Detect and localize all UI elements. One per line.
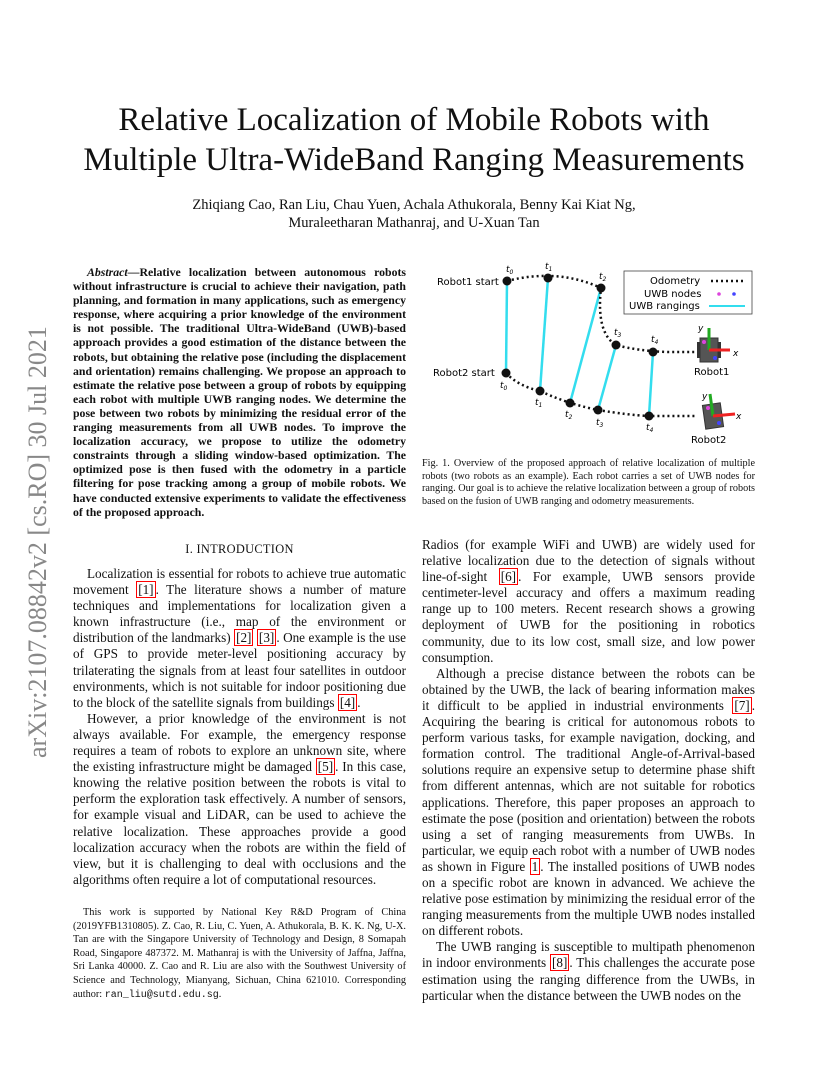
figure-1 <box>428 258 758 453</box>
svg-text:t1: $t_1$ <box>545 262 553 273</box>
right-paragraph-1: Radios (for example WiFi and UWB) are widely used for relative localization due to the detection of signals without line-of-sight [6] . For example, UWB sensors provide centimeter-level accuracy and offers a maximum reading range up to 100 meters. Recent research shows a growing deployment of UWB for the positioning in robotics community, due to its low cost, small size, and low power consumption. <box>422 537 755 665</box>
authors-line-2: Muraleetharan Mathanraj, and U-Xuan Tan <box>288 215 540 231</box>
abstract-label: Abstract <box>87 265 128 279</box>
legend-uwb-rangings: UWB rangings <box>629 301 700 312</box>
figure-caption: Fig. 1. Overview of the proposed approach of relative localization of multiple robots (two robots as an example). Each robot carries a set of UWB nodes for ranging. Our goal is to achieve the relative localization between a group of robots based on the fusion of UWB ranging and odometry measurements. <box>422 458 755 507</box>
axis-x-label: x <box>736 412 742 422</box>
ranging-line <box>570 288 601 403</box>
legend-uwb-nodes: UWB nodes <box>644 289 702 300</box>
section-heading-introduction: I. INTRODUCTION <box>185 542 294 556</box>
paper-title <box>60 100 768 180</box>
ranging-line <box>649 352 653 416</box>
axis-y-label: y <box>698 324 704 334</box>
svg-text:t2: $t_2$ <box>599 272 607 283</box>
robot1-label: Robot1 <box>694 367 730 378</box>
right-paragraph-2: Although a precise distance between the robots can be obtained by the UWB, the lack of bearing information makes it difficult to be applied in industrial environments [7] . Acquiring the bearing is critical for autonomous robots to perform various tasks, for example navigation, docking, and formation control. The traditional Angle-of-Arrival-based solutions require an expensive setup to determine phase shift from different antennas, which are not suitable for robotics applications. Therefore, this paper proposes an approach to estimate the pose (position and orientation) between the robots using a set of ranging measurements from UWBs. In particular, we equip each robot with a number of UWB nodes as shown in Figure 1 . The installed positions of UWB nodes on a specific robot are known in advanced. We achieve the relative pose estimation by minimizing the residual error of the ranging measurements from the multiple UWB nodes installed on different robots. <box>422 665 755 939</box>
citation-link[interactable]: [7] <box>734 697 750 713</box>
citation-link[interactable]: [4] <box>339 694 356 710</box>
svg-text:t3: $t_3$ <box>614 328 622 339</box>
abstract-body: —Relative localization between autonomous robots without infrastructure is crucial to achieve their navigation, path planning, and formation in many applications, such as emergency response, where acquiring a prior knowledge of the environment is not possible. The traditional Ultra-WideBand (UWB)-based approach provides a good estimation of the distance between the robots, but obtaining the relative pose (including the displacement and orientation) remains challenging. We propose an approach to estimate the relative pose between a group of robots by equipping each robot with multiple UWB ranging nodes. We determine the pose between two robots by minimizing the residual error of the ranging measurements from all UWB nodes. To improve the localization accuracy, we propose to utilize the odometry constraints through a sliding window-based optimization. The optimized pose is then fused with the odometry in a particle filtering for pose tracking among a group of mobile robots. We have conducted extensive experiments to validate the effectiveness of the proposed approach. <box>73 265 406 519</box>
author-list <box>100 196 728 232</box>
figure-reference-link[interactable]: 1 <box>531 858 539 874</box>
footnote: This work is supported by National Key R&D Program of China (2019YFB1310805). Z. Cao, R. Liu, C. Yuen, A. Athukorala, B. K. K. Ng, U-X. Tan are with the Singapore University of Technology and Design, 8 Somapah Road, Singapore 487372. M. Mathanraj is with the University of Jaffna, Jaffna, Sri Lanka 40000. Z. Cao and R. Liu are also with the Southwest University of Science and Technology, Mianyang, Sichuan, China 621010. Corresponding author: ran_liu@sutd.edu.sg. <box>73 907 406 1001</box>
citation-link[interactable]: [2] <box>236 630 252 646</box>
svg-text:t0: $t_0$ <box>500 381 508 392</box>
axis-y-label: y <box>702 392 708 402</box>
title-line-2: Multiple Ultra-WideBand Ranging Measurements <box>83 142 745 178</box>
robot2-label: Robot2 <box>691 435 727 446</box>
svg-text:t4: $t_4$ <box>646 423 654 434</box>
abstract <box>73 265 406 519</box>
citation-link[interactable]: [3] <box>258 630 275 646</box>
citation-link[interactable]: [6] <box>500 569 517 585</box>
introduction-left-column <box>73 566 406 888</box>
x-axis-arrow <box>713 414 735 416</box>
svg-text:t2: $t_2$ <box>565 410 573 421</box>
robot1-start-label: Robot1 start <box>437 277 499 288</box>
footnote-text: This work is supported by National Key R&D Program of China (2019YFB1310805). Z. Cao, R. Liu, C. Yuen, A. Athukorala, B. K. K. Ng, U-X. Tan are with the Singapore University of Technology and Design, 8 Somapah Road, Singapore 487372. M. Mathanraj is with the University of Jaffna, Jaffna, Sri Lanka 40000. Z. Cao and R. Liu are also with the Southwest University of Science and Technology, Mianyang, Sichuan, China 621010. Corresponding author: <box>73 907 406 1000</box>
right-paragraph-3: The UWB ranging is susceptible to multipath phenomenon in indoor environments [8] . This challenges the accurate pose estimation using the ranging difference from the UWBs, in particular when the distance between the UWB nodes on the <box>422 939 755 1003</box>
corresponding-email[interactable]: ran_liu@sutd.edu.sg <box>104 989 219 1001</box>
svg-text:t3: $t_3$ <box>596 418 604 429</box>
svg-text:t4: $t_4$ <box>651 335 659 346</box>
intro-paragraph-1: Localization is essential for robots to achieve true automatic movement [1] . The literature shows a number of mature techniques and implementations for localization given a known infrastructure (i.e., map of the environment or distribution of the landmarks) [2] [3] . One example is the use of GPS to provide meter-level positioning accuracy by trilaterating the signals from at least four satellites in outdoor environments, which is not suitable for indoor positioning due to the block of the satellite signals from buildings [4] . <box>73 566 407 710</box>
ranging-line <box>598 345 616 410</box>
axis-x-label: x <box>733 349 739 359</box>
arxiv-stamp-text: arXiv:2107.08842v2 [cs.RO] 30 Jul 2021 <box>23 326 52 758</box>
ranging-line <box>506 281 507 373</box>
legend-odometry: Odometry <box>650 276 701 287</box>
arxiv-stamp <box>14 298 58 758</box>
figure-legend <box>624 271 752 314</box>
svg-text:t1: $t_1$ <box>535 398 543 409</box>
title-line-1: Relative Localization of Mobile Robots with <box>118 102 710 138</box>
intro-paragraph-2: However, a prior knowledge of the environment is not always available. For example, the emergency response requires a team of robots to explore an unknown site, where the existing infrastructure might be damaged [5] . In this case, knowing the relative position between the robots is vital to perform the exploration task effectively. A number of sensors, for example visual and LiDAR, can be used to achieve the relative localization. These approaches provide a good localization accuracy when the robots are within the field of view, but it is challenging to deal with occlusions and the algorithms often require a lot of computational resources. <box>73 710 407 887</box>
robot2-start-label: Robot2 start <box>433 368 495 379</box>
citation-link[interactable]: [8] <box>552 955 568 971</box>
citation-link[interactable]: [5] <box>317 759 334 775</box>
ranging-line <box>540 278 548 391</box>
citation-link[interactable]: [1] <box>138 582 154 598</box>
introduction-right-column <box>422 537 755 1004</box>
svg-text:t0: $t_0$ <box>506 265 514 276</box>
authors-line-1: Zhiqiang Cao, Ran Liu, Chau Yuen, Achala Athukorala, Benny Kai Kiat Ng, <box>192 197 636 213</box>
